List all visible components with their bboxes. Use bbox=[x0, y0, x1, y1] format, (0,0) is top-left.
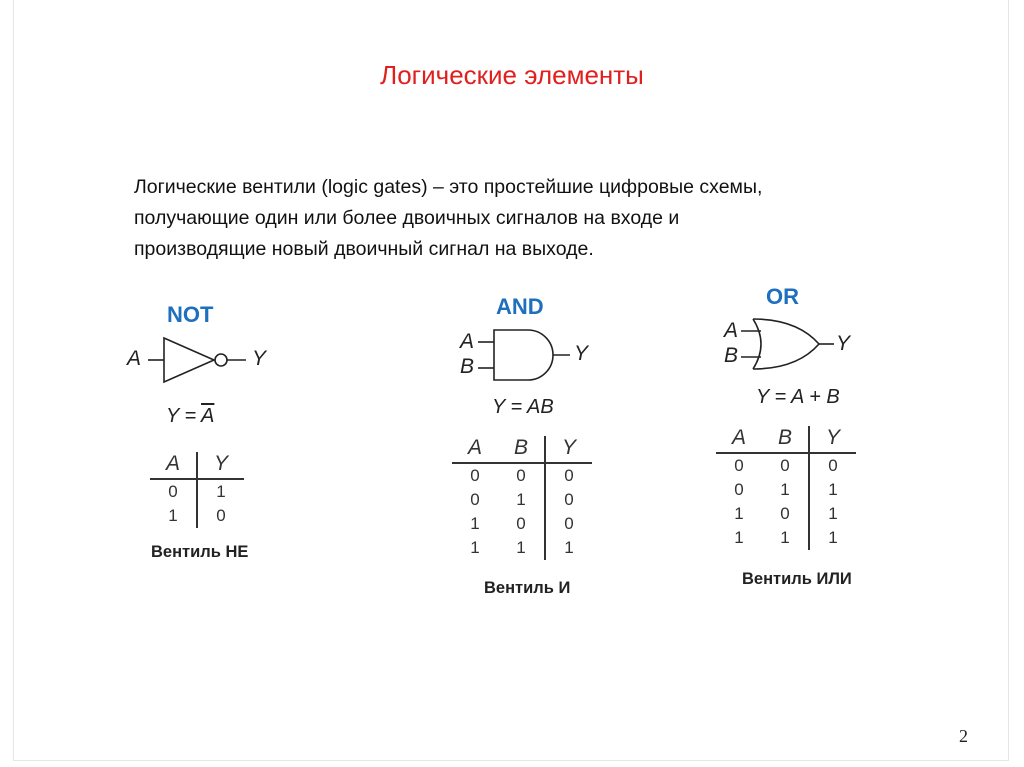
page-number: 2 bbox=[959, 726, 968, 746]
or-header-b: B bbox=[762, 426, 809, 453]
and-header-b: B bbox=[498, 436, 545, 463]
not-equation-prefix: Y = bbox=[166, 405, 202, 427]
or-cell: 1 bbox=[734, 528, 744, 547]
or-caption: Вентиль ИЛИ bbox=[742, 570, 852, 588]
or-cell: 1 bbox=[828, 480, 838, 499]
or-cell: 1 bbox=[828, 504, 838, 523]
and-cell: 0 bbox=[498, 463, 545, 488]
or-cell: 0 bbox=[734, 480, 744, 499]
and-cell: 0 bbox=[470, 466, 480, 485]
paragraph-line-2: получающие один или более двоичных сигналов на входе и bbox=[134, 207, 680, 229]
or-truth-table bbox=[716, 426, 856, 550]
and-cell: 0 bbox=[470, 490, 480, 509]
or-cell: 1 bbox=[734, 504, 744, 523]
and-cell: 0 bbox=[498, 512, 545, 536]
not-gate-symbol bbox=[140, 330, 260, 390]
and-cell: 1 bbox=[470, 538, 480, 557]
or-cell: 0 bbox=[762, 502, 809, 526]
not-truth-table bbox=[150, 452, 244, 528]
and-gate-symbol bbox=[474, 322, 574, 392]
and-caption: Вентиль И bbox=[484, 579, 571, 597]
or-header-a: A bbox=[732, 426, 747, 449]
and-cell: 0 bbox=[564, 466, 574, 485]
paragraph-line-1: Логические вентили (logic gates) – это простейшие цифровые схемы, bbox=[134, 176, 763, 198]
not-header-a: A bbox=[150, 452, 197, 479]
not-equation bbox=[166, 405, 214, 428]
and-input-b-label: B bbox=[460, 355, 475, 378]
and-cell: 1 bbox=[564, 538, 574, 557]
and-cell: 0 bbox=[564, 514, 574, 533]
and-truth-table bbox=[452, 436, 592, 560]
not-cell: 0 bbox=[150, 479, 197, 504]
not-cell: 1 bbox=[150, 504, 197, 528]
or-cell: 0 bbox=[734, 456, 744, 475]
slide-title: Логические элементы bbox=[380, 60, 644, 90]
and-gate-name: AND bbox=[496, 294, 544, 319]
and-output-label: Y bbox=[574, 342, 589, 365]
or-header-y: Y bbox=[826, 426, 841, 449]
or-gate-symbol bbox=[737, 311, 847, 381]
or-cell: 1 bbox=[762, 478, 809, 502]
and-cell: 1 bbox=[470, 514, 480, 533]
and-cell: 1 bbox=[498, 536, 545, 560]
not-cell: 0 bbox=[216, 506, 226, 525]
or-cell: 0 bbox=[828, 456, 838, 475]
not-output-label: Y bbox=[252, 347, 267, 370]
not-header-y: Y bbox=[214, 452, 229, 475]
or-cell: 1 bbox=[828, 528, 838, 547]
not-cell: 1 bbox=[216, 482, 226, 501]
or-cell: 0 bbox=[762, 453, 809, 478]
not-input-a-label: A bbox=[127, 347, 142, 370]
and-header-a: A bbox=[468, 436, 483, 459]
not-gate-name: NOT bbox=[167, 302, 214, 327]
or-cell: 1 bbox=[762, 526, 809, 550]
or-output-label: Y bbox=[836, 332, 851, 355]
or-gate-name: OR bbox=[766, 284, 799, 309]
and-equation: Y = AB bbox=[492, 396, 554, 418]
definition-paragraph bbox=[134, 172, 914, 265]
and-cell: 1 bbox=[498, 488, 545, 512]
or-input-b-label: B bbox=[724, 344, 739, 367]
not-caption: Вентиль НЕ bbox=[151, 543, 249, 561]
and-header-y: Y bbox=[562, 436, 577, 459]
paragraph-line-3: производящие новый двоичный сигнал на выходе. bbox=[134, 238, 594, 260]
and-input-a-label: A bbox=[460, 330, 475, 353]
or-equation: Y = A + B bbox=[756, 386, 840, 408]
and-cell: 0 bbox=[564, 490, 574, 509]
or-input-a-label: A bbox=[724, 319, 739, 342]
not-equation-var: $\overline{A}$ bbox=[201, 405, 215, 427]
